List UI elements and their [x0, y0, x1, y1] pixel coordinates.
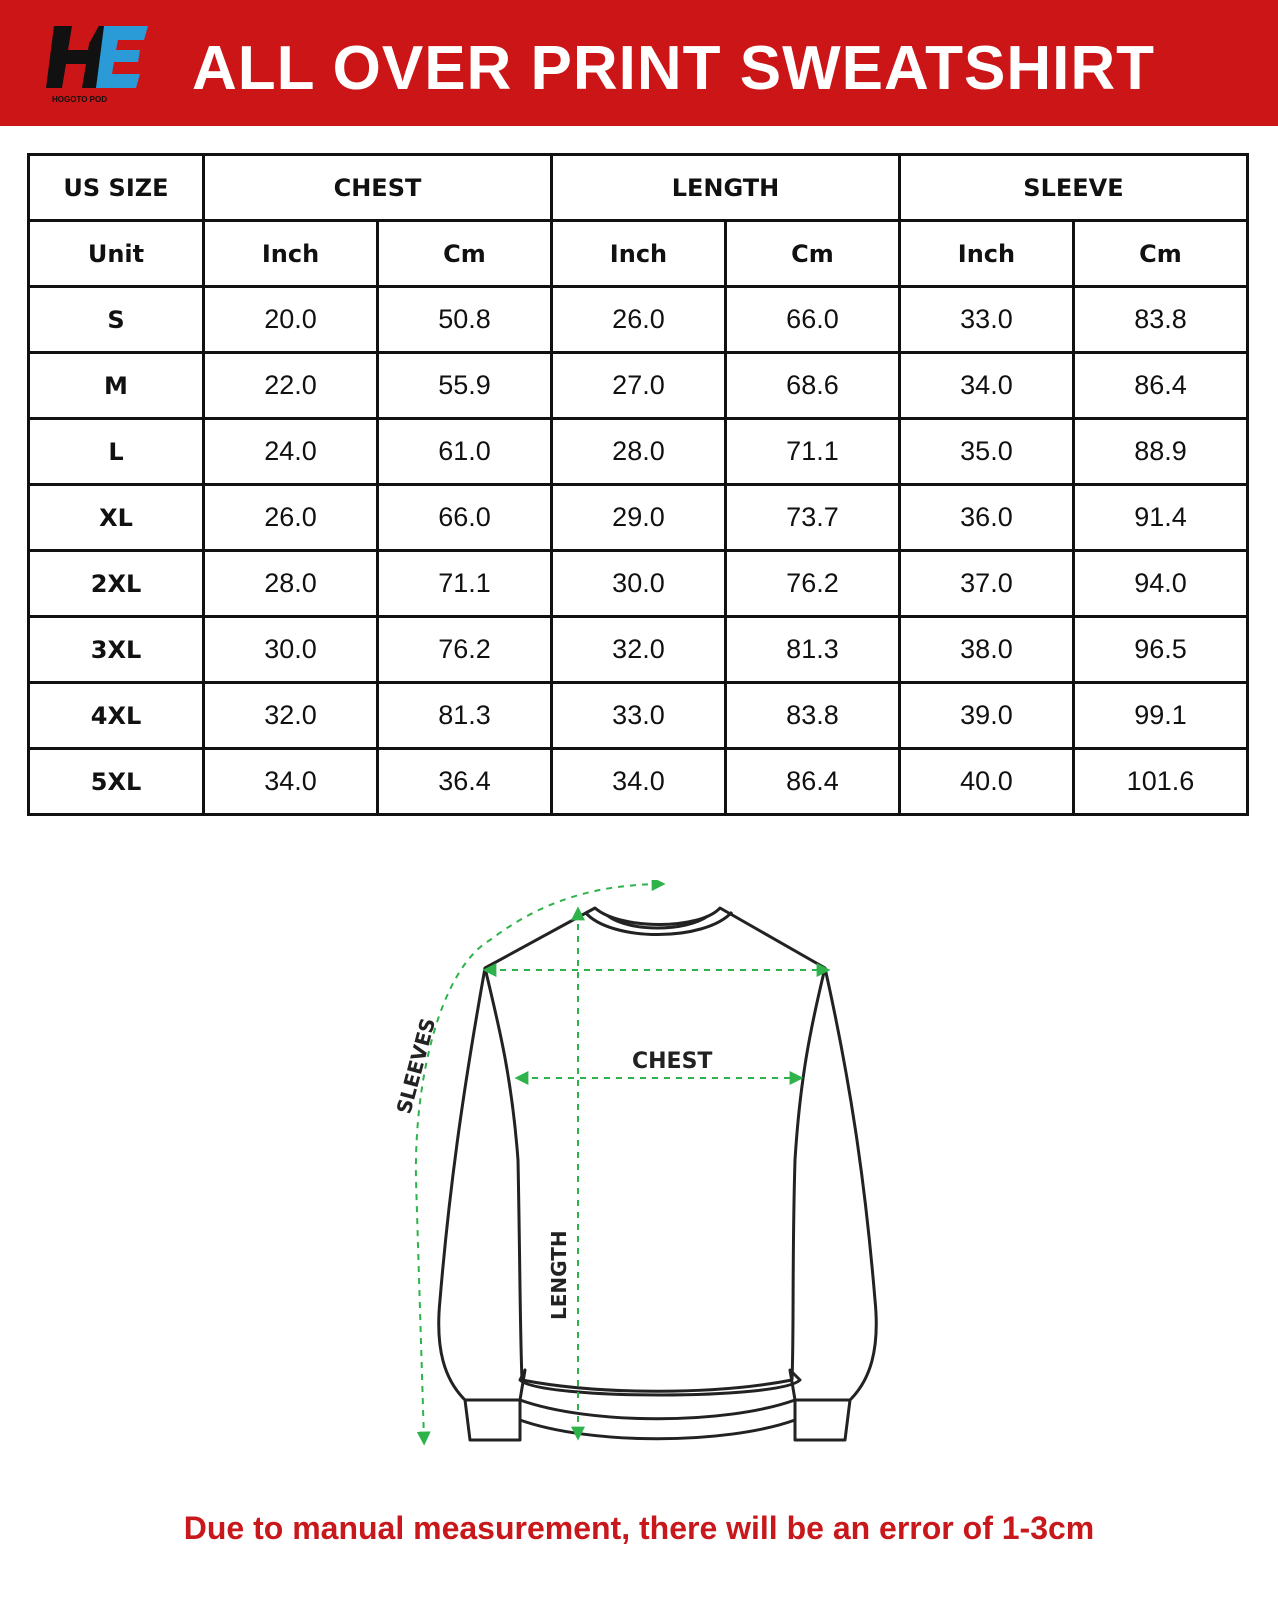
- length-cm-cell: 68.6: [725, 353, 899, 419]
- size-cell: 3XL: [29, 617, 204, 683]
- chest-inch-cell: 24.0: [204, 419, 378, 485]
- length-inch-cell: 26.0: [551, 287, 725, 353]
- unit-row: [29, 221, 1248, 287]
- table-row: [29, 287, 1248, 353]
- table-row: [29, 683, 1248, 749]
- sleeve-inch-cell: 33.0: [899, 287, 1073, 353]
- chest-cm-cell: 71.1: [377, 551, 551, 617]
- chest-cm-cell: 66.0: [377, 485, 551, 551]
- header-chest: CHEST: [204, 155, 552, 221]
- sleeve-inch-cell: 38.0: [899, 617, 1073, 683]
- size-cell: 4XL: [29, 683, 204, 749]
- table-row: [29, 617, 1248, 683]
- length-inch-cell: 27.0: [551, 353, 725, 419]
- measure-arrows: [416, 884, 825, 1440]
- unit-sleeve-inch: Inch: [899, 221, 1073, 287]
- sleeve-inch-cell: 37.0: [899, 551, 1073, 617]
- page-title: ALL OVER PRINT SWEATSHIRT: [192, 34, 1156, 103]
- length-cm-cell: 81.3: [725, 617, 899, 683]
- sweatshirt-diagram: [380, 880, 920, 1480]
- size-cell: 5XL: [29, 749, 204, 815]
- unit-length-inch: Inch: [551, 221, 725, 287]
- sleeve-cm-cell: 101.6: [1073, 749, 1247, 815]
- sleeve-inch-cell: 36.0: [899, 485, 1073, 551]
- chest-cm-cell: 76.2: [377, 617, 551, 683]
- table-row: [29, 749, 1248, 815]
- length-inch-cell: 30.0: [551, 551, 725, 617]
- unit-length-cm: Cm: [725, 221, 899, 287]
- table-row: [29, 419, 1248, 485]
- sleeve-inch-cell: 35.0: [899, 419, 1073, 485]
- size-cell: XL: [29, 485, 204, 551]
- sleeve-cm-cell: 83.8: [1073, 287, 1247, 353]
- chest-label: CHEST: [632, 1049, 713, 1074]
- header-sleeve: SLEEVE: [899, 155, 1247, 221]
- chest-cm-cell: 81.3: [377, 683, 551, 749]
- unit-sleeve-cm: Cm: [1073, 221, 1247, 287]
- chest-inch-cell: 20.0: [204, 287, 378, 353]
- header-length: LENGTH: [551, 155, 899, 221]
- length-inch-cell: 34.0: [551, 749, 725, 815]
- length-label: LENGTH: [547, 1230, 571, 1320]
- sleeve-cm-cell: 88.9: [1073, 419, 1247, 485]
- chest-cm-cell: 50.8: [377, 287, 551, 353]
- length-inch-cell: 32.0: [551, 617, 725, 683]
- length-cm-cell: 71.1: [725, 419, 899, 485]
- sweatshirt-outline-icon: [439, 908, 877, 1440]
- measurement-note: Due to manual measurement, there will be an error of 1-3cm: [183, 1510, 1095, 1546]
- header-us-size: US SIZE: [29, 155, 204, 221]
- size-cell: M: [29, 353, 204, 419]
- unit-chest-inch: Inch: [204, 221, 378, 287]
- sleeve-arrow: [416, 884, 660, 1440]
- length-cm-cell: 83.8: [725, 683, 899, 749]
- chest-inch-cell: 22.0: [204, 353, 378, 419]
- length-inch-cell: 29.0: [551, 485, 725, 551]
- table-row: [29, 353, 1248, 419]
- size-cell: L: [29, 419, 204, 485]
- sleeve-cm-cell: 99.1: [1073, 683, 1247, 749]
- length-cm-cell: 86.4: [725, 749, 899, 815]
- chest-inch-cell: 30.0: [204, 617, 378, 683]
- size-chart-table: [27, 153, 1249, 816]
- length-inch-cell: 33.0: [551, 683, 725, 749]
- length-cm-cell: 76.2: [725, 551, 899, 617]
- size-cell: 2XL: [29, 551, 204, 617]
- sleeves-label: SLEEVES: [391, 1015, 441, 1117]
- chest-inch-cell: 26.0: [204, 485, 378, 551]
- length-inch-cell: 28.0: [551, 419, 725, 485]
- unit-label: Unit: [29, 221, 204, 287]
- header-banner: [0, 0, 1278, 126]
- unit-chest-cm: Cm: [377, 221, 551, 287]
- table-row: [29, 551, 1248, 617]
- chest-inch-cell: 28.0: [204, 551, 378, 617]
- logo-text: HOGOTO POD: [52, 95, 107, 104]
- table-row: [29, 485, 1248, 551]
- chest-inch-cell: 34.0: [204, 749, 378, 815]
- sleeve-cm-cell: 94.0: [1073, 551, 1247, 617]
- size-cell: S: [29, 287, 204, 353]
- brand-logo: [44, 16, 156, 110]
- sleeve-inch-cell: 40.0: [899, 749, 1073, 815]
- sleeve-cm-cell: 96.5: [1073, 617, 1247, 683]
- chest-cm-cell: 36.4: [377, 749, 551, 815]
- group-header-row: [29, 155, 1248, 221]
- chest-cm-cell: 55.9: [377, 353, 551, 419]
- length-cm-cell: 73.7: [725, 485, 899, 551]
- chest-cm-cell: 61.0: [377, 419, 551, 485]
- chest-inch-cell: 32.0: [204, 683, 378, 749]
- sleeve-cm-cell: 91.4: [1073, 485, 1247, 551]
- sleeve-inch-cell: 34.0: [899, 353, 1073, 419]
- sleeve-cm-cell: 86.4: [1073, 353, 1247, 419]
- length-cm-cell: 66.0: [725, 287, 899, 353]
- sleeve-inch-cell: 39.0: [899, 683, 1073, 749]
